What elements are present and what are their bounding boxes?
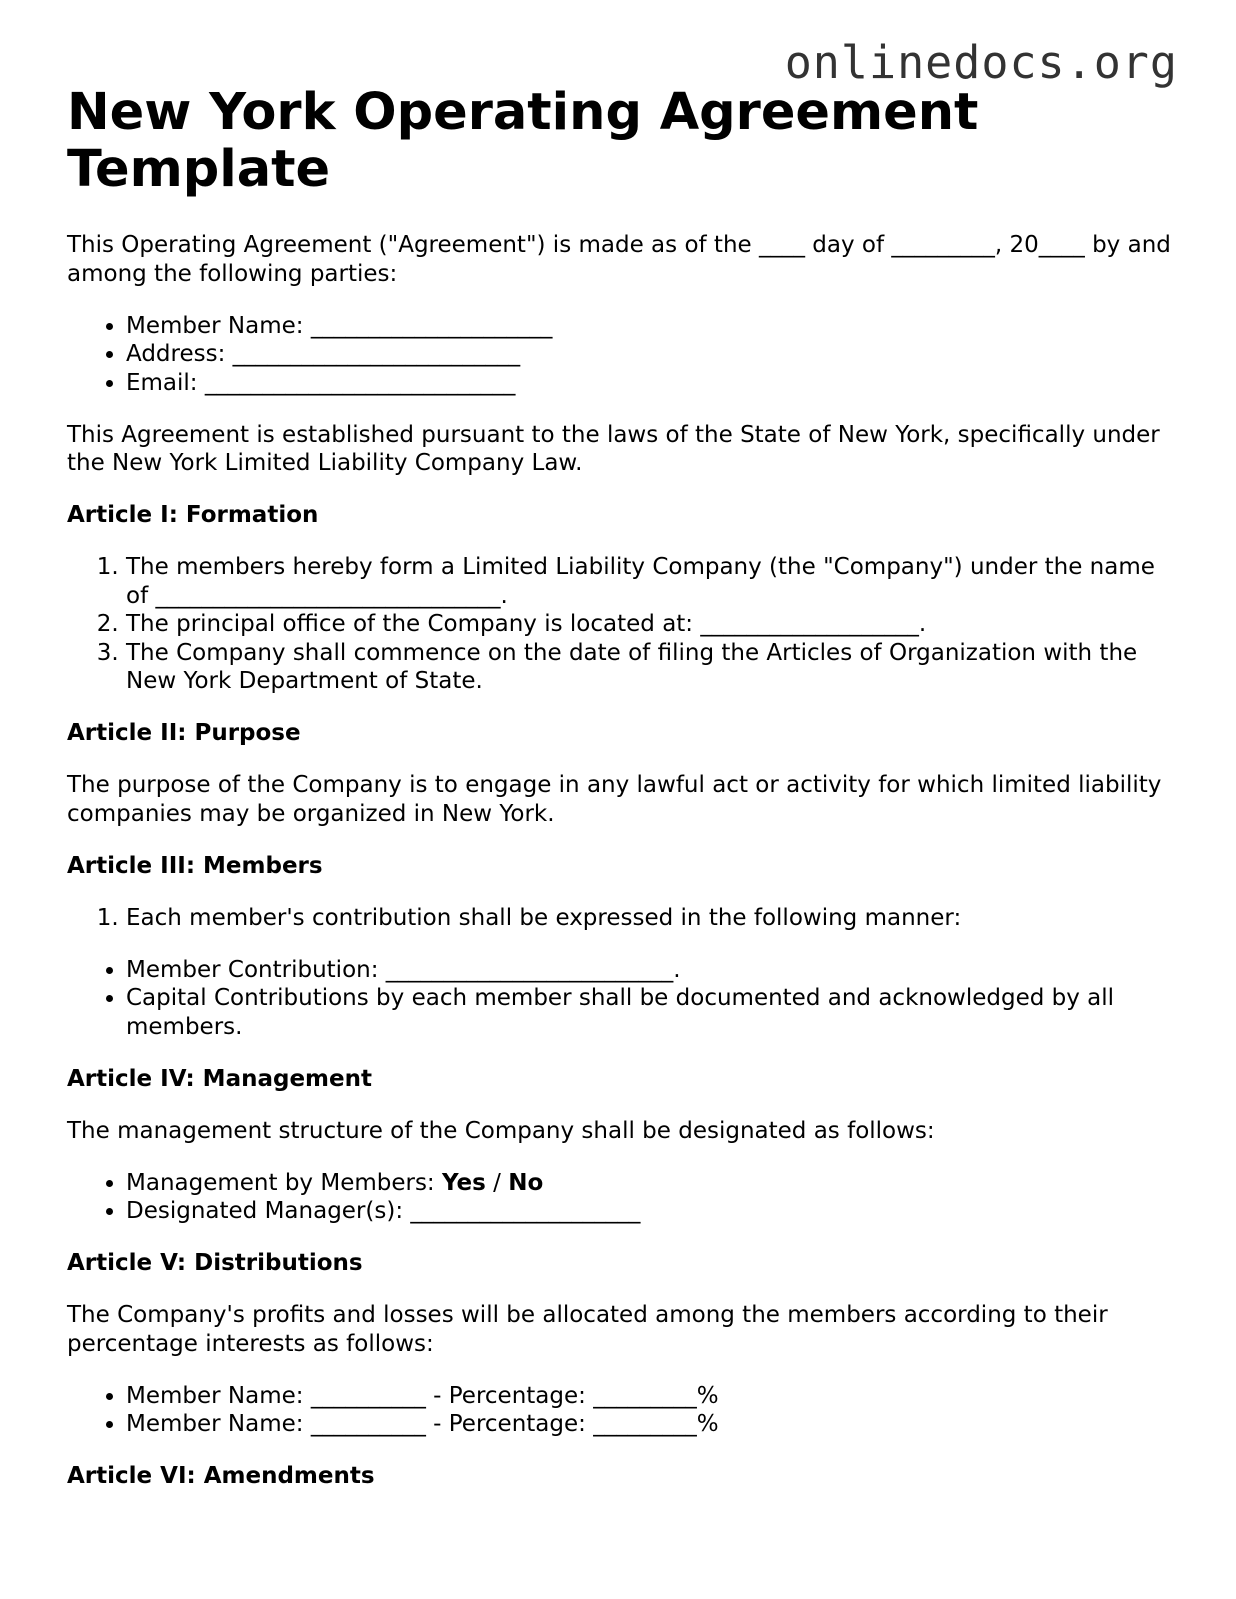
article-4-heading: Article IV: Management	[67, 1065, 372, 1092]
site-watermark: onlinedocs.org	[784, 36, 1178, 89]
management-separator: /	[485, 1169, 509, 1196]
article-6-heading: Article VI: Amendments	[67, 1463, 375, 1489]
intro-paragraph: This Operating Agreement ("Agreement") is made as of the ____ day of _________, 20____ by and among the following parties:	[67, 232, 1171, 287]
list-item: • Capital Contributions by each member shall be documented and acknowledged by all members.	[126, 984, 1177, 1041]
list-item: • Email: ___________________________	[126, 369, 1177, 398]
article-2-text: The purpose of the Company is to engage in any lawful act or activity for which limited liability companies may be organized in New York.	[67, 772, 1162, 827]
article-1-heading: Article I: Formation	[67, 502, 319, 528]
list-item: 1. The members hereby form a Limited Liability Company (the "Company") under the name of ______________________________.	[126, 553, 1177, 610]
list-item: • Member Name: __________ - Percentage: _________%	[126, 1382, 1177, 1411]
list-item: 2. The principal office of the Company is located at: ___________________.	[126, 610, 1177, 639]
management-no: No	[508, 1169, 544, 1196]
list-item: 3. The Company shall commence on the date of filing the Articles of Organization with the New York Department of State.	[126, 639, 1177, 696]
list-item: • Address: _________________________	[126, 340, 1177, 369]
article-1-list	[67, 553, 1177, 696]
article-3-list	[67, 904, 1177, 933]
management-label: Management by Members:	[126, 1169, 442, 1196]
article-3-heading: Article III: Members	[67, 852, 323, 879]
list-item: • Designated Manager(s): ____________________	[126, 1197, 1177, 1226]
list-item	[126, 1169, 1177, 1198]
list-item: • Member Name: __________ - Percentage: _________%	[126, 1410, 1177, 1439]
article-5-list	[67, 1382, 1177, 1439]
article-5-text: The Company's profits and losses will be allocated among the members according to their percentage interests as follows:	[67, 1302, 1108, 1357]
governing-law-paragraph: This Agreement is established pursuant to the laws of the State of New York, specifically under the New York Limited Liability Company Law.	[67, 421, 1160, 476]
article-4-list	[67, 1169, 1177, 1226]
document-page	[67, 84, 1177, 1491]
list-item: • Member Name: _____________________	[126, 312, 1177, 341]
management-yes: Yes	[442, 1169, 486, 1196]
article-2-heading: Article II: Purpose	[67, 720, 301, 746]
list-item: 1. Each member's contribution shall be expressed in the following manner:	[126, 904, 1177, 933]
parties-list	[67, 312, 1177, 398]
article-3-bullets	[67, 956, 1177, 1042]
article-5-heading: Article V: Distributions	[67, 1250, 363, 1276]
list-item: • Member Contribution: _________________________.	[126, 956, 1177, 985]
article-4-text: The management structure of the Company shall be designated as follows:	[67, 1117, 935, 1144]
page-title: New York Operating Agreement Template	[67, 83, 979, 199]
